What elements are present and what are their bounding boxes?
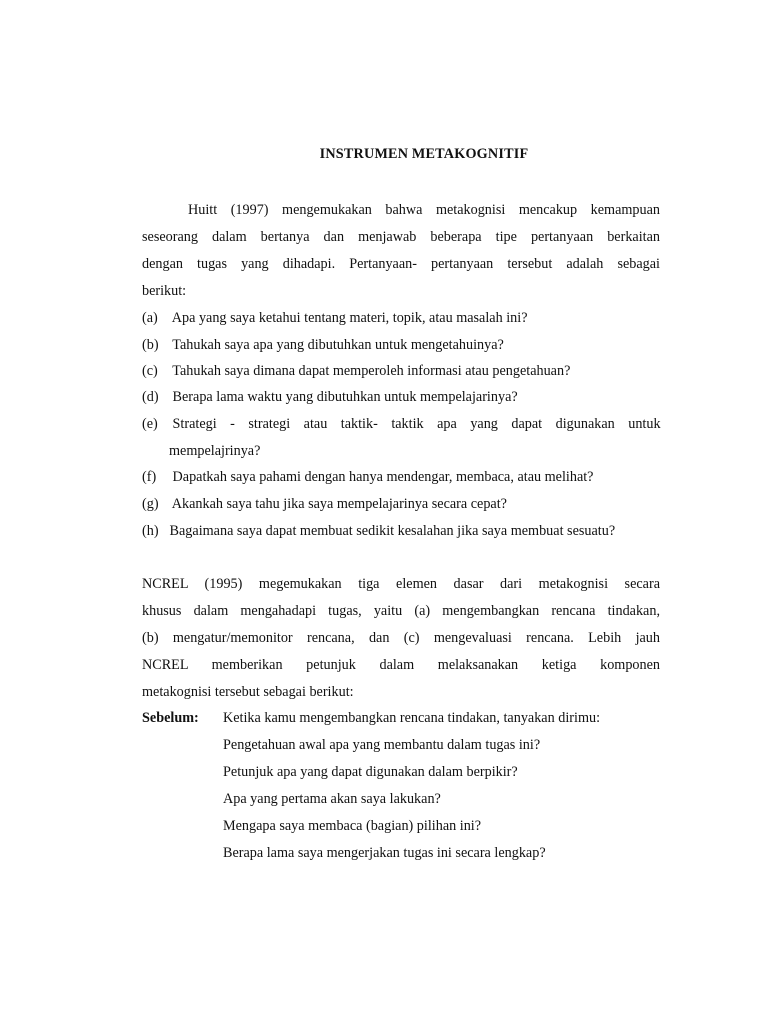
sebelum-line-2: Pengetahuan awal apa yang membantu dalam tugas ini? (223, 737, 541, 753)
paragraph1-line-4: berikut: (142, 283, 187, 299)
list-label: (f) (142, 469, 157, 485)
paragraph2-line-5: metakognisi tersebut sebagai berikut: (142, 684, 354, 700)
sebelum-line-5: Mengapa saya membaca (bagian) pilihan ini? (223, 818, 482, 834)
paragraph2-line-2: khusus dalam mengahadapi tugas, yaitu (a) mengembangkan rencana tindakan, (142, 603, 660, 619)
document-title: INSTRUMEN METAKOGNITIF (319, 146, 529, 162)
sebelum-line-3: Petunjuk apa yang dapat digunakan dalam berpikir? (223, 764, 518, 780)
list-label: (a) (142, 310, 158, 326)
list-label: (h) (142, 523, 159, 539)
list-item-e (142, 414, 662, 434)
sebelum-line-6: Berapa lama saya mengerjakan tugas ini secara lengkap? (223, 845, 546, 861)
list-label: (g) (142, 496, 159, 512)
list-label: (c) (142, 363, 158, 379)
paragraph2-line-1: NCREL (1995) megemukakan tiga elemen dasar dari metakognisi secara (142, 576, 660, 592)
list-label: (e) (142, 416, 158, 432)
sebelum-label: Sebelum: (142, 710, 199, 726)
list-text: Apa yang saya ketahui tentang materi, topik, atau masalah ini? (171, 310, 528, 326)
list-item-f (142, 467, 662, 487)
paragraph1-line-3: dengan tugas yang dihadapi. Pertanyaan- pertanyaan tersebut adalah sebagai (142, 256, 660, 272)
paragraph2-line-3: (b) mengatur/memonitor rencana, dan (c) mengevaluasi rencana. Lebih jauh (142, 630, 660, 646)
paragraph2-line-4: NCREL memberikan petunjuk dalam melaksanakan ketiga komponen (142, 657, 660, 673)
list-item-c (142, 361, 662, 381)
list-item-g (142, 494, 662, 514)
sebelum-line-1: Ketika kamu mengembangkan rencana tindakan, tanyakan dirimu: (223, 710, 601, 726)
list-text: Strategi - strategi atau taktik- taktik apa yang dapat digunakan untuk (172, 416, 661, 432)
list-text: Tahukah saya apa yang dibutuhkan untuk mengetahuinya? (172, 337, 504, 353)
list-item-a (142, 308, 662, 328)
list-label: (b) (142, 337, 159, 353)
list-item-h (142, 521, 662, 541)
list-item-e-continuation: mempelajrinya? (169, 443, 261, 459)
paragraph1-line-1: Huitt (1997) mengemukakan bahwa metakognisi mencakup kemampuan (188, 202, 660, 218)
list-text: Dapatkah saya pahami dengan hanya mendengar, membaca, atau melihat? (172, 469, 594, 485)
list-text: Berapa lama waktu yang dibutuhkan untuk mempelajarinya? (172, 389, 518, 405)
list-label: (d) (142, 389, 159, 405)
list-text: Tahukah saya dimana dapat memperoleh informasi atau pengetahuan? (172, 363, 571, 379)
list-text: Akankah saya tahu jika saya mempelajarinya secara cepat? (171, 496, 507, 512)
list-text: Bagaimana saya dapat membuat sedikit kesalahan jika saya membuat sesuatu? (169, 523, 616, 539)
list-item-d (142, 387, 662, 407)
list-item-b (142, 335, 662, 355)
paragraph1-line-2: seseorang dalam bertanya dan menjawab beberapa tipe pertanyaan berkaitan (142, 229, 660, 245)
sebelum-line-4: Apa yang pertama akan saya lakukan? (223, 791, 441, 807)
